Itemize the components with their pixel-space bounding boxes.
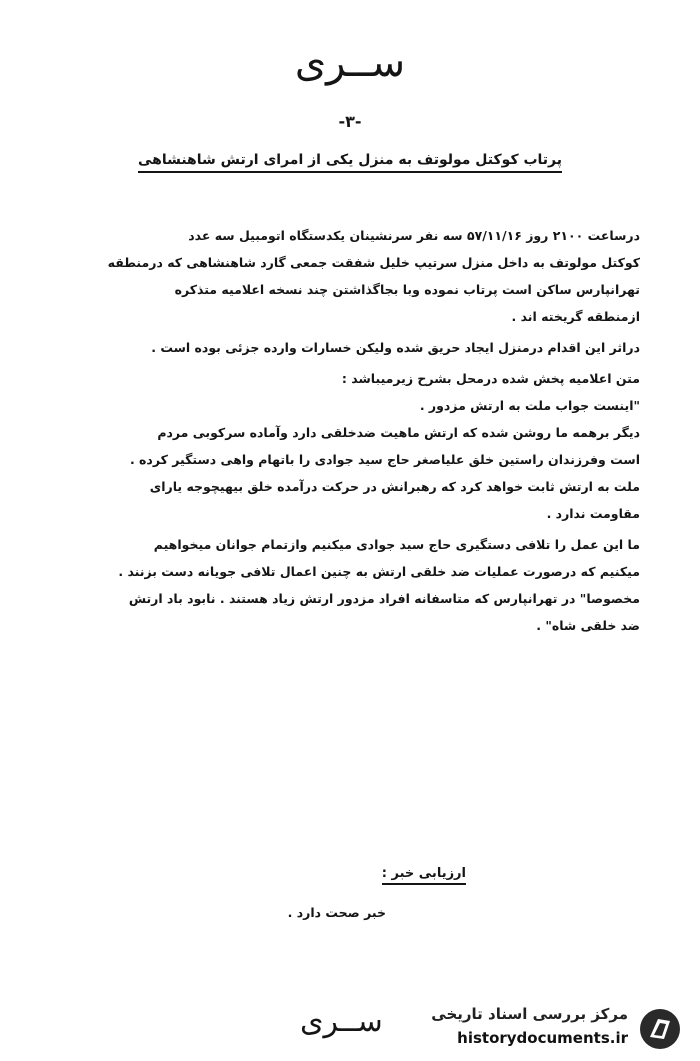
classification-stamp-bottom: ســری — [300, 1004, 383, 1039]
body-line: مقاومت ندارد . — [546, 506, 640, 521]
body-line: دراثر این اقدام درمنزل ایجاد حریق شده ولیکن خسارات وارده جزئی بوده است . — [151, 340, 640, 355]
assessment-note: خبر صحت دارد . — [287, 905, 386, 920]
body-line: ازمنطقه گریخته اند . — [511, 309, 640, 324]
page-number: -۳- — [338, 112, 362, 131]
report-body — [60, 222, 640, 639]
body-line: است وفرزندان راستین خلق علیاصغر حاج سید جوادی را باتهام واهی دستگیر کرده . — [129, 452, 640, 467]
classification-stamp-top: ســری — [294, 40, 406, 86]
archive-logo-icon — [638, 1007, 682, 1051]
body-line: دیگر برهمه ما روشن شده که ارتش ماهیت ضدخلقی دارد وآماده سرکوبی مردم — [157, 425, 640, 440]
assessment-block — [266, 862, 466, 920]
archive-watermark — [418, 1003, 688, 1055]
body-line: ما این عمل را تلافی دستگیری حاج سید جوادی میکنیم وازتمام جوانان میخواهیم — [153, 537, 640, 552]
body-line: ضد خلقی شاه" . — [536, 618, 640, 633]
body-line: تهرانپارس ساکن است پرتاب نموده وبا بجاگذاشتن چند نسخه اعلامیه متذکره — [174, 282, 640, 297]
watermark-title: مرکز بررسی اسناد تاریخی — [431, 1005, 628, 1023]
body-line: درساعت ۲۱۰۰ روز ۵۷/۱۱/۱۶ سه نفر سرنشینان یکدستگاه اتومبیل سه عدد — [188, 228, 640, 243]
body-line: متن اعلامیه پخش شده درمحل بشرح زیرمیباشد : — [341, 371, 640, 386]
body-line: مخصوصا" در تهرانپارس که متاسفانه افراد مزدور ارتش زیاد هستند . نابود باد ارتش — [128, 591, 640, 606]
body-line: میکنیم که درصورت عملیات ضد خلقی ارتش به چنین اعمال تلافی جویانه دست بزنند . — [118, 564, 640, 579]
watermark-url: historydocuments.ir — [457, 1029, 628, 1047]
document-title-text: پرتاب کوکتل مولوتف به منزل یکی از امرای ارتش شاهنشاهی — [138, 152, 562, 173]
body-line: ملت به ارتش ثابت خواهد کرد که رهبرانش در حرکت درآمده خلق بیهیچوجه یارای — [149, 479, 640, 494]
document-title — [100, 152, 600, 168]
assessment-label: ارزیابی خبر : — [382, 866, 466, 885]
body-line: کوکتل مولوتف به داخل منزل سرتیپ خلیل شفقت جمعی گارد شاهنشاهی که درمنطقه — [107, 255, 640, 270]
body-line: "اینست جواب ملت به ارتش مزدور . — [419, 398, 640, 413]
